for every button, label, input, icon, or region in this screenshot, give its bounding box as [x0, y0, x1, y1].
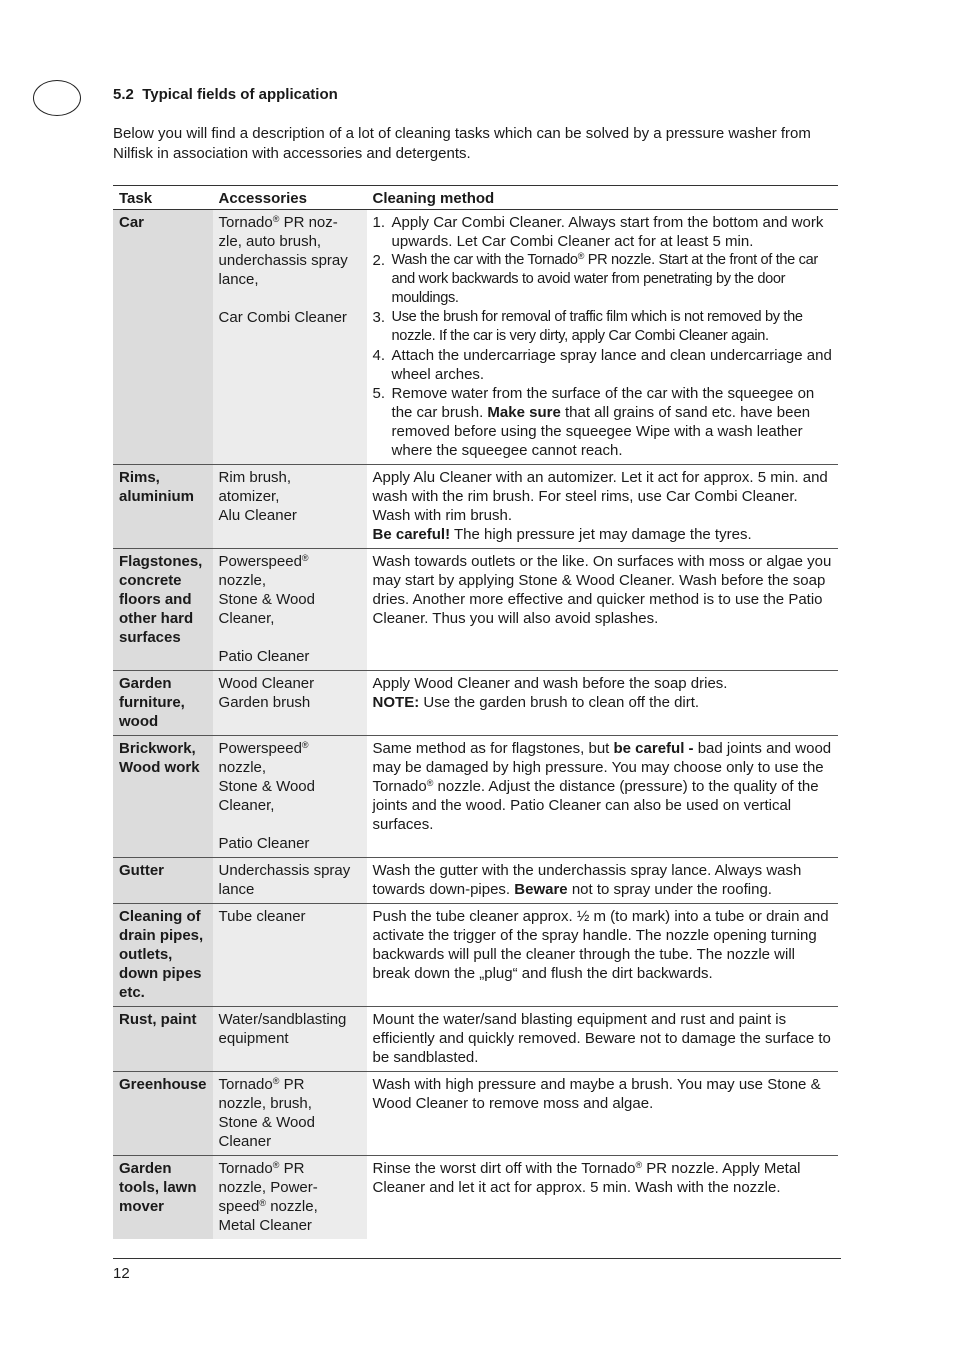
accessories-cell: Underchassis spray lance	[213, 858, 367, 904]
table-row-garden-furniture	[113, 671, 838, 736]
accessory-text: Car Combi Cleaner	[218, 309, 347, 326]
table-row-car	[113, 210, 838, 465]
header-task: Task	[113, 186, 213, 210]
method-cell: Wash with high pressure and maybe a brush. You may use Stone & Wood Cleaner to remove moss and algae.	[372, 1076, 821, 1112]
accessories-cell: Tornado® PR nozzle, Power- speed® nozzle, Metal Cleaner	[213, 1156, 367, 1240]
applications-table	[113, 185, 838, 1239]
task-cell: Rims, aluminium	[113, 465, 213, 549]
task-cell: Brickwork, Wood work	[113, 736, 213, 858]
list-item: 5. Remove water from the surface of the car with the squeegee on the car brush. Make sure that all grains of sand etc. have been removed before using the squeegee Wipe with a wash leather where the squeegee cannot reach.	[372, 385, 815, 459]
table-row-gutter	[113, 858, 838, 904]
task-cell: Gutter	[113, 858, 213, 904]
task-cell: Flagstones, concrete floors and other hard surfaces	[113, 549, 213, 671]
method-cell: Wash towards outlets or the like. On surfaces with moss or algae you may start by applying Stone & Wood Cleaner. Wash before the soap dries. Another more effective and quicker method is to use the Patio Cleaner. Thus you will also avoid splashes.	[372, 553, 832, 627]
method-cell	[367, 210, 838, 465]
intro-paragraph: Below you will find a description of a lot of cleaning tasks which can be solved by a pressure washer from Nilfisk in association with accessories and detergents.	[113, 125, 811, 162]
accessory-text: PR noz-	[283, 214, 338, 231]
task-cell: Garden tools, lawn mover	[113, 1156, 213, 1240]
registered-mark: ®	[272, 214, 280, 224]
accessory-text: lance,	[218, 271, 259, 288]
accessories-cell: Wood Cleaner Garden brush	[213, 671, 367, 736]
accessories-cell: Powerspeed® nozzle, Stone & Wood Cleaner, Patio Cleaner	[213, 549, 367, 671]
accessories-cell: Water/sandblasting equipment	[213, 1007, 367, 1072]
table-row-garden-tools	[113, 1156, 838, 1240]
table-row-brickwork	[113, 736, 838, 858]
section-number: 5.2	[113, 86, 134, 103]
method-cell: Mount the water/sand blasting equipment and rust and paint is efficiently and quickly removed. Beware not to damage the surface to be sandblasted.	[372, 1011, 831, 1066]
accessories-cell: Tornado® PR nozzle, brush, Stone & Wood Cleaner	[213, 1072, 367, 1156]
table-row-drain-pipes	[113, 904, 838, 1007]
list-item: 1. Apply Car Combi Cleaner. Always start from the bottom and work upwards. Let Car Combi Cleaner act for at least 5 min.	[372, 214, 824, 250]
method-cell: Rinse the worst dirt off with the Tornado® PR nozzle. Apply Metal Cleaner and let it act for approx. 5 min. Wash with the nozzle.	[372, 1160, 801, 1196]
method-cell: Same method as for flagstones, but be careful - bad joints and wood may be damaged by high pressure. You may choose only to use the Tornado® nozzle. Adjust the distance (pressure) to the quality of the joints and the wood. Patio Cleaner can also be used on vertical surfaces.	[372, 740, 832, 833]
list-item: 4. Attach the undercarriage spray lance and clean undercarriage and wheel arches.	[372, 347, 832, 383]
page-number: 12	[113, 1265, 130, 1282]
task-cell: Greenhouse	[113, 1072, 213, 1156]
task-cell: Car	[113, 210, 213, 465]
method-cell: Apply Wood Cleaner and wash before the soap dries. NOTE: Use the garden brush to clean off the dirt.	[372, 675, 728, 711]
table-row-flagstones	[113, 549, 838, 671]
table-row-greenhouse	[113, 1072, 838, 1156]
language-marker-oval	[33, 80, 81, 116]
footer-divider	[113, 1258, 841, 1259]
method-cell: Apply Alu Cleaner with an automizer. Let it act for approx. 5 min. and wash with the rim brush. For steel rims, use Car Combi Cleaner. Wash with rim brush. Be careful! The high pressure jet may damage the tyres.	[372, 469, 828, 543]
brand-tornado: Tornado	[218, 214, 273, 231]
task-cell: Cleaning of drain pipes, outlets, down pipes etc.	[113, 904, 213, 1007]
list-item: 3. Use the brush for removal of traffic film which is not removed by the nozzle. If the car is very dirty, apply Car Combi Cleaner again.	[372, 309, 803, 344]
table-row-rust-paint	[113, 1007, 838, 1072]
list-item: 2. Wash the car with the Tornado® PR nozzle. Start at the front of the car and work backwards to avoid water from penetrating by the door mouldings.	[372, 251, 818, 306]
accessory-text: underchassis spray	[218, 252, 348, 269]
method-cell: Wash the gutter with the underchassis spray lance. Always wash towards down-pipes. Beware not to spray under the roofing.	[372, 862, 802, 898]
header-method: Cleaning method	[367, 186, 838, 210]
accessories-cell	[213, 210, 367, 465]
table-row-rims	[113, 465, 838, 549]
task-cell: Garden furniture, wood	[113, 671, 213, 736]
task-cell: Rust, paint	[113, 1007, 213, 1072]
section-heading	[113, 86, 338, 103]
section-title: Typical fields of application	[142, 86, 338, 103]
method-cell: Push the tube cleaner approx. ½ m (to mark) into a tube or drain and activate the trigger of the spray handle. The nozzle opening turning backwards will pull the cleaner through the tube. The nozzle will break down the „plug“ and flush the dirt backwards.	[372, 908, 829, 982]
accessories-cell: Tube cleaner	[213, 904, 367, 1007]
accessories-cell: Rim brush, atomizer, Alu Cleaner	[213, 465, 367, 549]
accessories-cell: Powerspeed® nozzle, Stone & Wood Cleaner, Patio Cleaner	[213, 736, 367, 858]
car-steps-list	[373, 213, 832, 460]
accessory-text: zle, auto brush,	[218, 233, 322, 250]
header-accessories: Accessories	[213, 186, 367, 210]
table-header-row	[113, 186, 838, 210]
